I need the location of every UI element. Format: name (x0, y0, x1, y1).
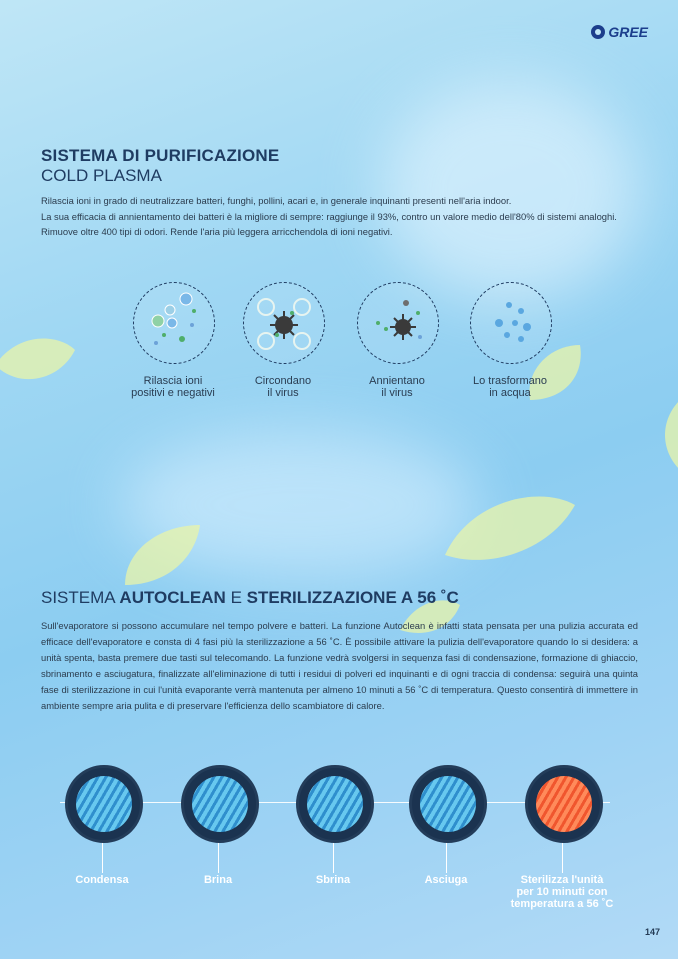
step-label: Annientano il virus (369, 375, 425, 399)
virus-destroyed-icon (357, 282, 439, 364)
ions-icon (133, 282, 215, 364)
phase-tick (446, 843, 447, 873)
background-glow (380, 80, 640, 300)
autoclean-phases (0, 758, 678, 918)
phase-tick (102, 843, 103, 873)
water-drops-icon (470, 282, 552, 364)
dry-icon (409, 765, 487, 843)
phase-tick (333, 843, 334, 873)
step-label: Circondano il virus (254, 375, 312, 399)
leaf-decoration (115, 515, 205, 595)
sterilize-heat-icon (525, 765, 603, 843)
phase-tick (562, 843, 563, 873)
phase-label: Condensa (75, 874, 129, 886)
paragraph: Rilascia ioni in grado di neutralizzare batteri, funghi, pollini, acari e, in generale inquinanti presenti nell'aria indoor. (41, 195, 512, 206)
virus-surrounded-icon (243, 282, 325, 364)
section1-title: SISTEMA DI PURIFICAZIONE (41, 146, 280, 165)
section2-description: Sull'evaporatore si possono accumulare nel tempo polvere e batteri. La funzione Autoclean è infatti stata pensata per una pulizia accurata ed efficace dell'evaporatore e consta di 4 fasi più la sterilizzazione a 56 ˚C. È possibile attivare la pulizia dell'evaporatore quando lo si desidera: a unità spenta, basta premere due tasti sul telecomando. La funzione vedrà svolgersi in sequenza fasi di condensazione, formazione di ghiaccio, sbrinamento e asciugatura, finalizzate all'eliminazione di tutti i residui di polveri ed inquinanti e di ogni traccia di condensa: seguirà una quinta fase di sterilizzazione in cui l'unità evaporante verrà mantenuta per almeno 10 minuti a 56 ˚C di temperatura. Questo consentirà di immettere in ambiente sempre aria pulita e di preservare l'efficienza dello scambiatore di calore. (41, 620, 638, 711)
frost-icon (181, 765, 259, 843)
phase-tick (218, 843, 219, 873)
gree-logo-icon (591, 25, 605, 39)
paragraph: La sua efficacia di annientamento dei batteri è la migliore di sempre: raggiunge il 93%, contro un valore medio dell'80% di sistemi analoghi. (41, 210, 617, 222)
section1-description (41, 193, 641, 240)
page-number: 147 (644, 927, 660, 937)
phase-label: Sterilizza l'unità per 10 minuti con temperatura a 56 ˚C (510, 874, 614, 910)
leaf-decoration (655, 395, 678, 475)
phase-label: Brina (203, 874, 233, 886)
gree-logo (591, 24, 648, 40)
phase-label: Sbrina (315, 874, 351, 886)
plasma-steps (0, 282, 678, 402)
paragraph: Rimuove oltre 400 tipi di odori. Rende l'aria più leggera arricchendola di ioni negativi. (41, 226, 393, 237)
step-label: Rilascia ioni positivi e negativi (131, 375, 215, 399)
defrost-icon (296, 765, 374, 843)
leaf-decoration (440, 480, 580, 570)
section2-title: SISTEMA AUTOCLEAN E STERILIZZAZIONE A 56 ˚C (41, 588, 459, 607)
logo-text: GREE (608, 24, 648, 40)
condensation-icon (65, 765, 143, 843)
phase-label: Asciuga (424, 874, 468, 886)
section1-subtitle: COLD PLASMA (41, 166, 162, 185)
step-label: Lo trasformano in acqua (473, 375, 547, 399)
